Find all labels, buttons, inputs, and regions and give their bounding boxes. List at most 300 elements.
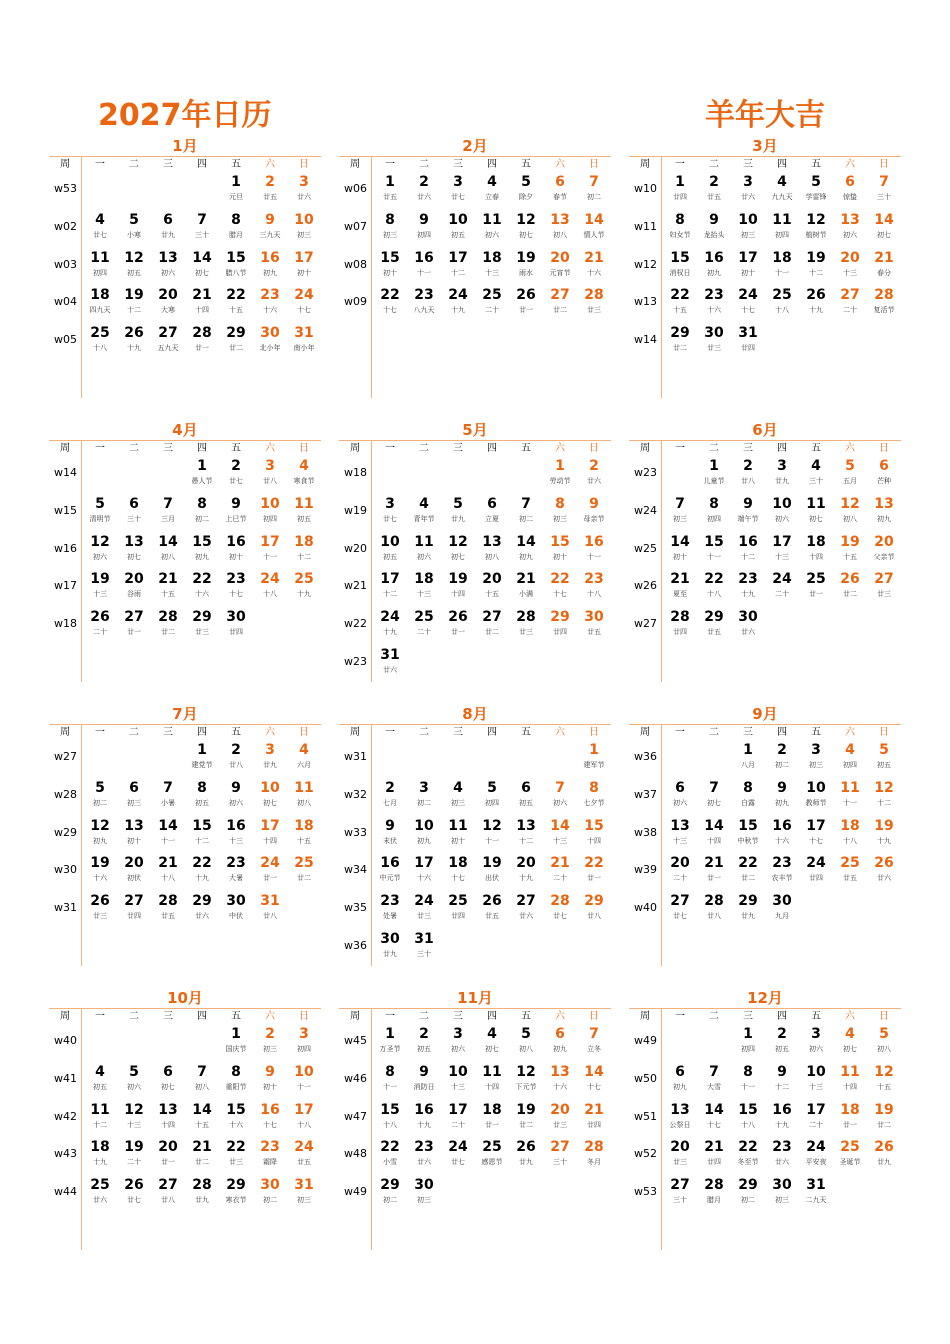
day-cell[interactable] [219,1101,253,1131]
day-cell[interactable] [765,1101,799,1131]
day-cell[interactable] [185,817,219,847]
day-cell[interactable] [151,324,185,354]
day-cell[interactable] [151,817,185,847]
day-cell[interactable] [731,854,765,884]
day-cell[interactable] [799,173,833,203]
day-cell[interactable] [867,173,901,203]
day-cell[interactable] [663,854,697,884]
day-cell[interactable] [185,1101,219,1131]
day-cell[interactable] [407,173,441,203]
day-cell[interactable] [765,570,799,600]
day-cell[interactable] [117,854,151,884]
day-cell[interactable] [697,817,731,847]
day-cell[interactable] [151,570,185,600]
day-cell[interactable] [765,173,799,203]
day-cell[interactable] [441,533,475,563]
day-cell[interactable] [185,324,219,354]
day-cell[interactable] [867,1101,901,1131]
day-cell[interactable] [287,817,321,847]
day-cell[interactable] [151,211,185,241]
day-cell[interactable] [765,457,799,487]
day-cell[interactable] [577,211,611,241]
day-cell[interactable] [833,570,867,600]
day-cell[interactable] [577,608,611,638]
day-cell[interactable] [151,533,185,563]
day-cell[interactable] [765,1176,799,1206]
day-cell[interactable] [697,1138,731,1168]
day-cell[interactable] [253,495,287,525]
day-cell[interactable] [151,249,185,279]
day-cell[interactable] [287,1101,321,1131]
day-cell[interactable] [577,533,611,563]
day-cell[interactable] [663,608,697,638]
day-cell[interactable] [185,495,219,525]
day-cell[interactable] [373,495,407,525]
day-cell[interactable] [185,249,219,279]
day-cell[interactable] [509,286,543,316]
day-cell[interactable] [577,1138,611,1168]
day-cell[interactable] [833,457,867,487]
day-cell[interactable] [731,286,765,316]
day-cell[interactable] [697,495,731,525]
day-cell[interactable] [219,286,253,316]
day-cell[interactable] [83,324,117,354]
day-cell[interactable] [219,1025,253,1055]
day-cell[interactable] [407,570,441,600]
day-cell[interactable] [663,533,697,563]
day-cell[interactable] [509,1063,543,1093]
day-cell[interactable] [731,1063,765,1093]
day-cell[interactable] [765,1063,799,1093]
day-cell[interactable] [219,741,253,771]
day-cell[interactable] [475,173,509,203]
day-cell[interactable] [185,779,219,809]
day-cell[interactable] [475,854,509,884]
day-cell[interactable] [475,533,509,563]
day-cell[interactable] [509,608,543,638]
day-cell[interactable] [543,495,577,525]
day-cell[interactable] [731,1138,765,1168]
day-cell[interactable] [373,1138,407,1168]
day-cell[interactable] [83,1138,117,1168]
day-cell[interactable] [441,608,475,638]
day-cell[interactable] [407,495,441,525]
day-cell[interactable] [441,286,475,316]
day-cell[interactable] [373,1101,407,1131]
day-cell[interactable] [253,324,287,354]
day-cell[interactable] [117,1101,151,1131]
day-cell[interactable] [697,779,731,809]
day-cell[interactable] [441,1025,475,1055]
day-cell[interactable] [83,892,117,922]
day-cell[interactable] [185,892,219,922]
day-cell[interactable] [509,892,543,922]
day-cell[interactable] [253,533,287,563]
day-cell[interactable] [441,1138,475,1168]
day-cell[interactable] [799,249,833,279]
day-cell[interactable] [867,495,901,525]
day-cell[interactable] [83,533,117,563]
day-cell[interactable] [509,1138,543,1168]
day-cell[interactable] [663,1063,697,1093]
day-cell[interactable] [253,854,287,884]
day-cell[interactable] [287,1063,321,1093]
day-cell[interactable] [287,1138,321,1168]
day-cell[interactable] [765,779,799,809]
day-cell[interactable] [407,533,441,563]
day-cell[interactable] [151,495,185,525]
day-cell[interactable] [287,211,321,241]
day-cell[interactable] [663,570,697,600]
day-cell[interactable] [151,286,185,316]
day-cell[interactable] [543,779,577,809]
day-cell[interactable] [765,533,799,563]
day-cell[interactable] [833,286,867,316]
day-cell[interactable] [83,1063,117,1093]
day-cell[interactable] [799,1025,833,1055]
day-cell[interactable] [697,1176,731,1206]
day-cell[interactable] [799,533,833,563]
day-cell[interactable] [697,457,731,487]
day-cell[interactable] [185,533,219,563]
day-cell[interactable] [219,249,253,279]
day-cell[interactable] [185,608,219,638]
day-cell[interactable] [253,1063,287,1093]
day-cell[interactable] [151,1063,185,1093]
day-cell[interactable] [441,854,475,884]
day-cell[interactable] [577,741,611,771]
day-cell[interactable] [765,741,799,771]
day-cell[interactable] [663,1176,697,1206]
day-cell[interactable] [833,854,867,884]
day-cell[interactable] [475,608,509,638]
day-cell[interactable] [83,286,117,316]
day-cell[interactable] [441,1101,475,1131]
day-cell[interactable] [151,779,185,809]
day-cell[interactable] [543,173,577,203]
day-cell[interactable] [663,779,697,809]
day-cell[interactable] [799,1138,833,1168]
day-cell[interactable] [577,286,611,316]
day-cell[interactable] [287,1176,321,1206]
day-cell[interactable] [799,286,833,316]
day-cell[interactable] [407,1138,441,1168]
day-cell[interactable] [117,1176,151,1206]
day-cell[interactable] [731,608,765,638]
day-cell[interactable] [799,211,833,241]
day-cell[interactable] [117,324,151,354]
day-cell[interactable] [253,1101,287,1131]
day-cell[interactable] [543,533,577,563]
day-cell[interactable] [83,1101,117,1131]
day-cell[interactable] [441,211,475,241]
day-cell[interactable] [765,854,799,884]
day-cell[interactable] [509,533,543,563]
day-cell[interactable] [407,249,441,279]
day-cell[interactable] [475,211,509,241]
day-cell[interactable] [117,495,151,525]
day-cell[interactable] [509,211,543,241]
day-cell[interactable] [833,1025,867,1055]
day-cell[interactable] [253,173,287,203]
day-cell[interactable] [83,249,117,279]
day-cell[interactable] [577,854,611,884]
day-cell[interactable] [373,211,407,241]
day-cell[interactable] [287,779,321,809]
day-cell[interactable] [663,173,697,203]
day-cell[interactable] [765,892,799,922]
day-cell[interactable] [509,570,543,600]
day-cell[interactable] [475,495,509,525]
day-cell[interactable] [151,608,185,638]
day-cell[interactable] [373,854,407,884]
day-cell[interactable] [867,457,901,487]
day-cell[interactable] [441,495,475,525]
day-cell[interactable] [373,646,407,676]
day-cell[interactable] [475,249,509,279]
day-cell[interactable] [287,249,321,279]
day-cell[interactable] [765,817,799,847]
day-cell[interactable] [219,854,253,884]
day-cell[interactable] [731,817,765,847]
day-cell[interactable] [543,1063,577,1093]
day-cell[interactable] [117,1063,151,1093]
day-cell[interactable] [543,1138,577,1168]
day-cell[interactable] [731,249,765,279]
day-cell[interactable] [117,817,151,847]
day-cell[interactable] [441,249,475,279]
day-cell[interactable] [833,817,867,847]
day-cell[interactable] [731,741,765,771]
day-cell[interactable] [833,533,867,563]
day-cell[interactable] [441,173,475,203]
day-cell[interactable] [151,1138,185,1168]
day-cell[interactable] [697,324,731,354]
day-cell[interactable] [799,457,833,487]
day-cell[interactable] [799,817,833,847]
day-cell[interactable] [407,854,441,884]
day-cell[interactable] [765,211,799,241]
day-cell[interactable] [475,1101,509,1131]
day-cell[interactable] [373,249,407,279]
day-cell[interactable] [543,1025,577,1055]
day-cell[interactable] [475,779,509,809]
day-cell[interactable] [219,779,253,809]
day-cell[interactable] [219,892,253,922]
day-cell[interactable] [543,608,577,638]
day-cell[interactable] [373,892,407,922]
day-cell[interactable] [577,173,611,203]
day-cell[interactable] [287,741,321,771]
day-cell[interactable] [475,892,509,922]
day-cell[interactable] [407,286,441,316]
day-cell[interactable] [253,892,287,922]
day-cell[interactable] [407,930,441,960]
day-cell[interactable] [577,570,611,600]
day-cell[interactable] [253,1138,287,1168]
day-cell[interactable] [287,286,321,316]
day-cell[interactable] [697,286,731,316]
day-cell[interactable] [731,892,765,922]
day-cell[interactable] [287,457,321,487]
day-cell[interactable] [765,495,799,525]
day-cell[interactable] [475,817,509,847]
day-cell[interactable] [441,570,475,600]
day-cell[interactable] [185,1063,219,1093]
day-cell[interactable] [185,1138,219,1168]
day-cell[interactable] [253,1025,287,1055]
day-cell[interactable] [867,741,901,771]
day-cell[interactable] [253,211,287,241]
day-cell[interactable] [663,1138,697,1168]
day-cell[interactable] [731,211,765,241]
day-cell[interactable] [731,495,765,525]
day-cell[interactable] [373,1176,407,1206]
day-cell[interactable] [219,608,253,638]
day-cell[interactable] [799,741,833,771]
day-cell[interactable] [253,817,287,847]
day-cell[interactable] [731,1176,765,1206]
day-cell[interactable] [543,286,577,316]
day-cell[interactable] [253,457,287,487]
day-cell[interactable] [509,495,543,525]
day-cell[interactable] [577,495,611,525]
day-cell[interactable] [287,495,321,525]
day-cell[interactable] [219,817,253,847]
day-cell[interactable] [543,457,577,487]
day-cell[interactable] [253,1176,287,1206]
day-cell[interactable] [867,570,901,600]
day-cell[interactable] [577,779,611,809]
day-cell[interactable] [185,741,219,771]
day-cell[interactable] [407,1063,441,1093]
day-cell[interactable] [867,249,901,279]
day-cell[interactable] [185,457,219,487]
day-cell[interactable] [543,854,577,884]
day-cell[interactable] [867,211,901,241]
day-cell[interactable] [441,817,475,847]
day-cell[interactable] [543,249,577,279]
day-cell[interactable] [833,173,867,203]
day-cell[interactable] [373,286,407,316]
day-cell[interactable] [151,1176,185,1206]
day-cell[interactable] [663,1101,697,1131]
day-cell[interactable] [287,1025,321,1055]
day-cell[interactable] [373,570,407,600]
day-cell[interactable] [407,779,441,809]
day-cell[interactable] [697,1101,731,1131]
day-cell[interactable] [799,495,833,525]
day-cell[interactable] [833,779,867,809]
day-cell[interactable] [83,779,117,809]
day-cell[interactable] [407,1101,441,1131]
day-cell[interactable] [475,1138,509,1168]
day-cell[interactable] [373,533,407,563]
day-cell[interactable] [663,495,697,525]
day-cell[interactable] [219,495,253,525]
day-cell[interactable] [577,892,611,922]
day-cell[interactable] [117,1138,151,1168]
day-cell[interactable] [83,570,117,600]
day-cell[interactable] [799,1176,833,1206]
day-cell[interactable] [663,817,697,847]
day-cell[interactable] [697,570,731,600]
day-cell[interactable] [731,173,765,203]
day-cell[interactable] [833,495,867,525]
day-cell[interactable] [407,1176,441,1206]
day-cell[interactable] [799,854,833,884]
day-cell[interactable] [253,570,287,600]
day-cell[interactable] [731,324,765,354]
day-cell[interactable] [731,570,765,600]
day-cell[interactable] [577,1025,611,1055]
day-cell[interactable] [509,817,543,847]
day-cell[interactable] [663,892,697,922]
day-cell[interactable] [151,892,185,922]
day-cell[interactable] [185,854,219,884]
day-cell[interactable] [117,533,151,563]
day-cell[interactable] [731,1025,765,1055]
day-cell[interactable] [697,892,731,922]
day-cell[interactable] [765,286,799,316]
day-cell[interactable] [543,817,577,847]
day-cell[interactable] [765,1138,799,1168]
day-cell[interactable] [287,854,321,884]
day-cell[interactable] [867,779,901,809]
day-cell[interactable] [407,608,441,638]
day-cell[interactable] [867,1025,901,1055]
day-cell[interactable] [373,817,407,847]
day-cell[interactable] [577,249,611,279]
day-cell[interactable] [577,457,611,487]
day-cell[interactable] [731,779,765,809]
day-cell[interactable] [475,1025,509,1055]
day-cell[interactable] [287,533,321,563]
day-cell[interactable] [867,533,901,563]
day-cell[interactable] [219,211,253,241]
day-cell[interactable] [509,1025,543,1055]
day-cell[interactable] [799,1063,833,1093]
day-cell[interactable] [833,1138,867,1168]
day-cell[interactable] [83,211,117,241]
day-cell[interactable] [219,173,253,203]
day-cell[interactable] [833,249,867,279]
day-cell[interactable] [117,286,151,316]
day-cell[interactable] [185,286,219,316]
day-cell[interactable] [833,741,867,771]
day-cell[interactable] [663,211,697,241]
day-cell[interactable] [543,892,577,922]
day-cell[interactable] [407,1025,441,1055]
day-cell[interactable] [509,249,543,279]
day-cell[interactable] [765,249,799,279]
day-cell[interactable] [373,1025,407,1055]
day-cell[interactable] [287,173,321,203]
day-cell[interactable] [117,249,151,279]
day-cell[interactable] [219,457,253,487]
day-cell[interactable] [799,779,833,809]
day-cell[interactable] [185,1176,219,1206]
day-cell[interactable] [83,854,117,884]
day-cell[interactable] [799,570,833,600]
day-cell[interactable] [151,1101,185,1131]
day-cell[interactable] [475,286,509,316]
day-cell[interactable] [833,1101,867,1131]
day-cell[interactable] [219,570,253,600]
day-cell[interactable] [117,892,151,922]
day-cell[interactable] [117,608,151,638]
day-cell[interactable] [799,1101,833,1131]
